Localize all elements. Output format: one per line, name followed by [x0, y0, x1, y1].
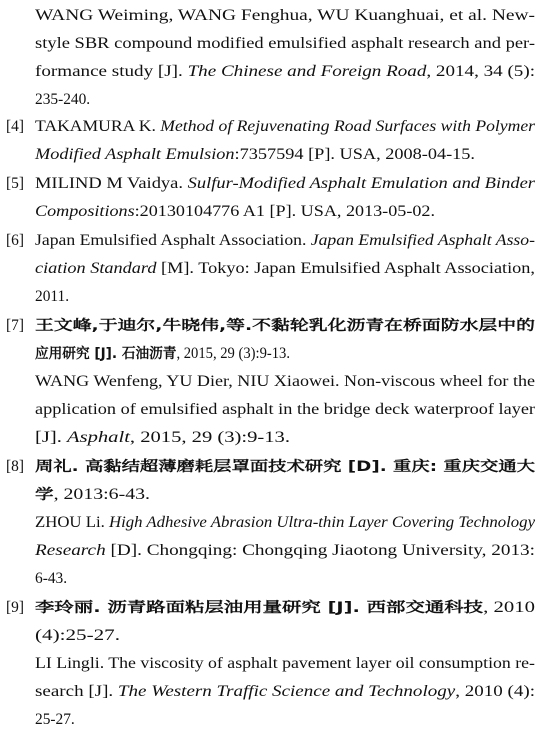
text-run: TAKAMURA K.	[35, 118, 161, 135]
reference-line	[35, 318, 535, 334]
text-run: , 2015, 29 (3):9-13.	[129, 429, 291, 446]
reference-line-text	[35, 346, 290, 361]
italic-text: Japan Emulsified Asphalt Asso-	[310, 232, 536, 249]
text-run: 235-240.	[35, 91, 91, 108]
chinese-text: 周礼. 高黏结超薄磨耗层罩面技术研究 [D]. 重庆: 重庆交通大	[35, 459, 535, 475]
reference-line	[35, 118, 536, 135]
italic-text: Asphalt	[67, 429, 130, 446]
text-run: 25-27.	[35, 711, 75, 728]
reference-line-text	[35, 684, 535, 699]
reference-line-text	[35, 600, 535, 615]
reference-number: [5]	[6, 175, 24, 192]
italic-text: Compositions	[35, 203, 135, 220]
reference-number: [9]	[6, 599, 24, 616]
reference-line	[35, 429, 291, 446]
reference-line	[35, 175, 535, 192]
reference-line	[35, 35, 535, 52]
reference-line-text	[35, 374, 535, 389]
reference-line-text	[35, 459, 535, 474]
reference-line	[35, 92, 90, 107]
text-run: formance study [J].	[35, 63, 188, 80]
text-run: , 2010 (4):	[455, 683, 535, 700]
text-run: style SBR compound modified emulsified asphalt research and per-	[35, 35, 535, 52]
reference-line	[35, 627, 120, 644]
text-run: 2011.	[35, 288, 70, 305]
reference-line-text	[35, 289, 69, 304]
reference-line-text	[35, 318, 535, 333]
text-run: , 2015, 29 (3):9-13.	[176, 345, 291, 362]
italic-text: ciation Standard	[35, 260, 157, 277]
reference-line	[35, 401, 536, 418]
text-run: [D]. Chongqing: Chongqing Jiaotong University, 2013:	[105, 542, 535, 559]
reference-line	[35, 146, 476, 163]
reference-number: [4]	[6, 118, 24, 135]
reference-line-text	[35, 36, 535, 51]
reference-number: [7]	[6, 317, 24, 334]
reference-line	[35, 63, 536, 80]
italic-text: The Western Traffic Science and Technology	[117, 683, 456, 700]
reference-line	[35, 260, 535, 277]
reference-number: [8]	[6, 458, 24, 475]
italic-text: Method of Rejuvenating Road Surfaces with Polymer	[160, 118, 536, 135]
chinese-text: 李玲丽. 沥青路面粘层油用量研究 [J]. 西部交通科技	[35, 600, 484, 616]
italic-text: Sulfur-Modified Asphalt Emulation and Binder	[187, 175, 535, 192]
reference-line	[35, 203, 436, 220]
text-run: , 2010	[483, 599, 535, 616]
text-run: [M]. Tokyo: Japan Emulsified Asphalt Association,	[156, 260, 535, 277]
reference-line	[35, 599, 535, 616]
text-run: (4):25-27.	[35, 627, 120, 644]
chinese-text: 应用研究 [J]. 石油沥青	[35, 346, 177, 362]
reference-line	[35, 655, 535, 672]
text-run: :20130104776 A1 [P]. USA, 2013-05-02.	[134, 203, 436, 220]
reference-line	[35, 486, 151, 503]
text-run: application of emulsified asphalt in the bridge deck waterproof layer	[35, 401, 536, 418]
reference-line-text	[35, 204, 435, 219]
reference-line	[35, 346, 304, 361]
reference-line-text	[35, 487, 150, 502]
reference-line-text	[35, 92, 90, 107]
text-run: WANG Weiming, WANG Fenghua, WU Kuanghuai, et al. New-	[35, 7, 535, 24]
reference-line-text	[35, 233, 535, 248]
text-run: Japan Emulsified Asphalt Association.	[35, 232, 311, 249]
reference-line	[35, 712, 75, 727]
reference-line-text	[35, 176, 535, 191]
text-run: MILIND M Vaidya.	[35, 175, 188, 192]
reference-line-text	[35, 628, 120, 643]
text-run: :7357594 [P]. USA, 2008-04-15.	[234, 146, 476, 163]
reference-line	[35, 542, 535, 559]
text-run: WANG Wenfeng, YU Dier, NIU Xiaowei. Non-viscous wheel for the	[35, 373, 536, 390]
italic-text: The Chinese and Foreign Road	[187, 63, 427, 80]
text-run: [J].	[35, 429, 68, 446]
reference-line-text	[35, 712, 75, 727]
italic-text: Research	[35, 542, 106, 559]
reference-line-text	[35, 8, 535, 23]
reference-line	[35, 232, 536, 249]
reference-line-text	[35, 147, 475, 162]
reference-line-text	[35, 571, 67, 586]
text-run: , 2014, 34 (5):	[426, 63, 536, 80]
reference-line	[35, 373, 536, 390]
reference-line-text	[35, 402, 535, 417]
text-run: search [J].	[35, 683, 118, 700]
reference-line	[35, 7, 535, 24]
reference-line	[35, 571, 67, 586]
reference-line-text	[35, 64, 535, 79]
text-run: , 2013:6-43.	[53, 486, 151, 503]
text-run: ZHOU Li.	[35, 514, 109, 531]
chinese-text: 学	[35, 487, 54, 503]
reference-line-text	[35, 656, 535, 671]
reference-line-text	[35, 261, 535, 276]
reference-line-text	[35, 515, 535, 530]
text-run: 6-43.	[35, 570, 68, 587]
text-run: LI Lingli. The viscosity of asphalt pavement layer oil consumption re-	[35, 655, 535, 672]
italic-text: Modified Asphalt Emulsion	[35, 146, 235, 163]
reference-line	[35, 683, 535, 700]
reference-line-text	[35, 119, 535, 134]
reference-line	[35, 514, 536, 531]
reference-line-text	[35, 543, 535, 558]
reference-line	[35, 459, 535, 475]
reference-line-text	[35, 430, 290, 445]
reference-number: [6]	[6, 232, 24, 249]
chinese-text: 王文峰,于迪尔,牛晓伟,等.不黏轮乳化沥青在桥面防水层中的	[35, 318, 535, 334]
reference-line	[35, 289, 69, 304]
italic-text: High Adhesive Abrasion Ultra-thin Layer Covering Technology	[108, 514, 536, 531]
